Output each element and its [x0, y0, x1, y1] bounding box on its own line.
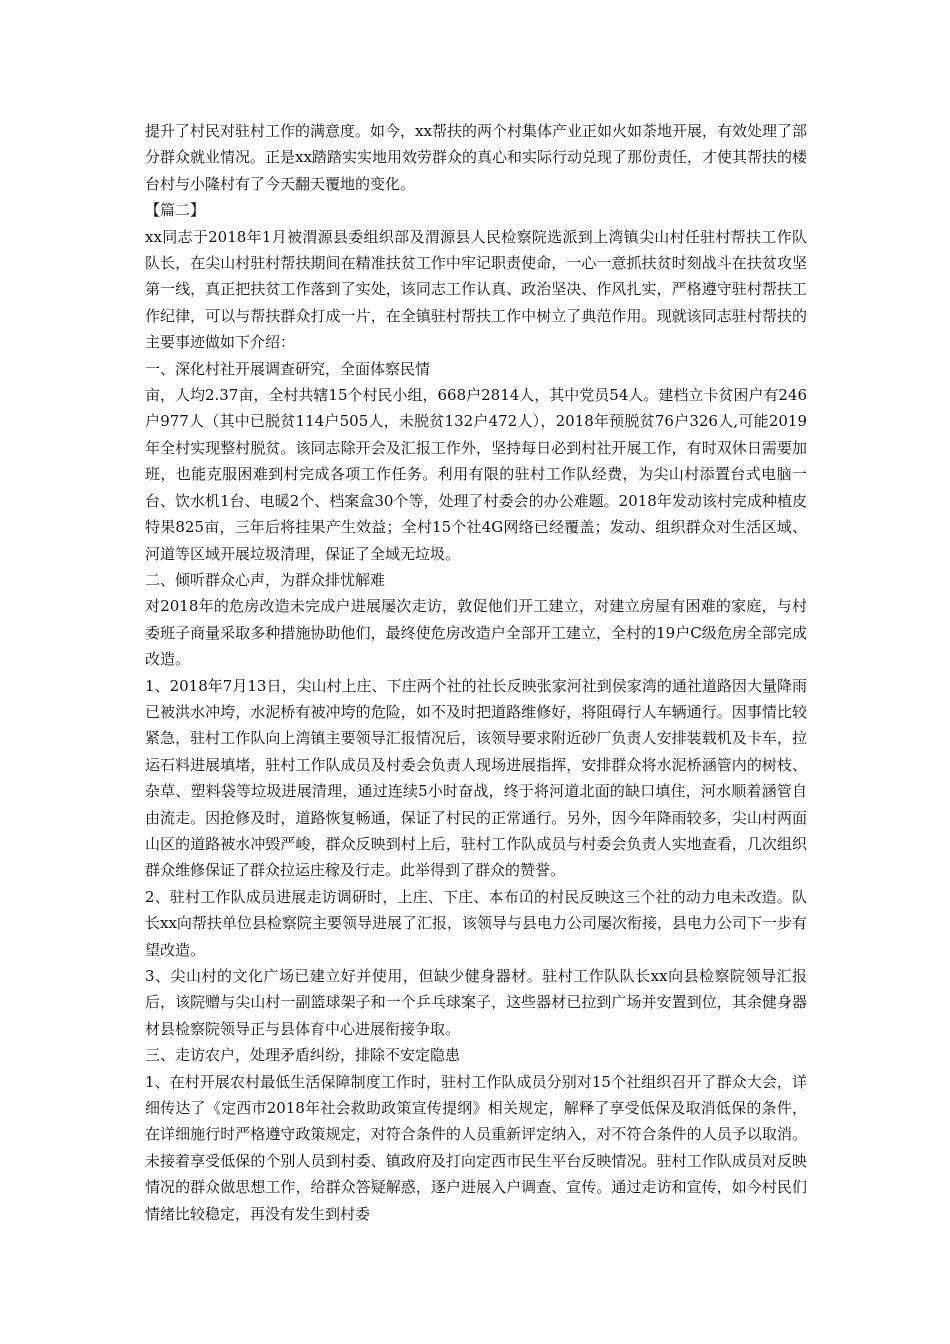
- document-page: [145, 118, 807, 1227]
- section-heading-1: 一、深化村社开展调查研究，全面体察民情: [145, 359, 431, 378]
- list-item-paragraph: 3、尖山村的文化广场已建立好并使用，但缺少健身器材。驻村工作队队长xx向县检察院领导汇报后，该院赠与尖山村一副篮球架子和一个乒乓球案子，这些器材已拉到广场并安置到位，其余健身器材县检察院领导正与县体育中心进展衔接争取。: [145, 967, 807, 1038]
- section-heading-2: 二、倾听群众心声，为群众排忧解难: [145, 570, 386, 589]
- list-item-paragraph: 2、驻村工作队成员进展走访调研时，上庄、下庄、本布𠙶的村民反映这三个社的动力电未改造。队长xx向帮扶单位县检察院主要领导进展了汇报，该领导与县电力公司屡次衔接，县电力公司下一步有望改造。: [145, 887, 807, 959]
- section-heading-3: 三、走访农户，处理矛盾纠纷，排除不安定隐患: [145, 1046, 461, 1065]
- intro-paragraph: xx同志于2018年1月被渭源县委组织部及渭源县人民检察院选派到上湾镇尖山村任驻村帮扶工作队队长，在尖山村驻村帮扶期间在精准扶贫工作中牢记职责使命，一心一意抓扶贫时刻战斗在扶贫攻坚第一线，真正把扶贫工作落到了实处，该同志工作认真、政治坚决、作风扎实，严格遵守驻村帮扶工作纪律，可以与帮扶群众打成一片，在全镇驻村帮扶工作中树立了典范作用。现就该同志驻村帮扶的主要事迹做如下介绍：: [145, 227, 807, 352]
- section-marker: 【篇二】: [145, 201, 206, 220]
- body-paragraph: 提升了村民对驻村工作的满意度。如今，xx帮扶的两个村集体产业正如火如荼地开展，有效处理了部分群众就业情况。正是xx踏踏实实地用效劳群众的真心和实际行动兑现了那份责任，才使其帮扶的楼台村与小隆村有了今天翻天覆地的变化。: [145, 122, 807, 193]
- list-item-paragraph: 1、2018年7月13日，尖山村上庄、下庄两个社的社长反映张家河社到侯家湾的通社道路因大量降雨已被洪水冲垮，水泥桥有被冲垮的危险，如不及时把道路维修好，将阻碍行人车辆通行。因事情比较紧急，驻村工作队向上湾镇主要领导汇报情况后，该领导要求附近砂厂负责人安排装载机及卡车，拉运石料进展填堵，驻村工作队成员及村委会负责人现场进展指挥，安排群众将水泥桥涵管内的树枝、杂草、塑料袋等垃圾进展清理，通过连续5小时奋战，终于将河道北面的缺口填住，河水顺着涵管自由流走。因抢修及时，道路恢复畅通，保证了村民的正常通行。另外，因今年降雨较多，尖山村两面山区的道路被水冲毁严峻，群众反映到村上后，驻村工作队成员与村委会负责人实地查看，几次组织群众维修保证了群众拉运庄稼及行走。此举得到了群众的赞誉。: [145, 676, 807, 880]
- list-item-paragraph: 1、在村开展农村最低生活保障制度工作时，驻村工作队成员分别对15个社组织召开了群众大会，详细传达了《定西市2018年社会救助政策宣传提纲》相关规定，解释了享受低保及取消低保的条件，在详细施行时严格遵守政策规定，对符合条件的人员重新评定纳入，对不符合条件的人员予以取消。未接着享受低保的个别人员到村委、镇政府及打向定西市民生平台反映情况。驻村工作队成员对反映情况的群众做思想工作，给群众答疑解惑，逐户进展入户调查、宣传。通过走访和宣传，如今村民们情绪比较稳定，再没有发生到村委: [145, 1072, 807, 1223]
- body-paragraph: 亩，人均2.37亩，全村共辖15个村民小组，668户2814人，其中党员54人。建档立卡贫困户有246户977人（其中已脱贫114户505人，未脱贫132户472人），2018年预脱贫76户326人,可能2019年全村实现整村脱贫。该同志除开会及汇报工作外，坚持每日必到村社开展工作，有时双休日需要加班，也能克服困难到村完成各项工作任务。利用有限的驻村工作队经费，为尖山村添置台式电脑一台、饮水机1台、电暖2个、档案盒30个等，处理了村委会的办公难题。2018年发动该村完成种植皮特果825亩，三年后将挂果产生效益；全村15个社4G网络已经覆盖；发动、组织群众对生活区域、河道等区域开展垃圾清理，保证了全域无垃圾。: [145, 386, 808, 563]
- body-paragraph: 对2018年的危房改造未完成户进展屡次走访，敦促他们开工建立，对建立房屋有困难的家庭，与村委班子商量采取多种措施协助他们，最终使危房改造户全部开工建立，全村的19户C级危房全部完成改造。: [145, 597, 807, 669]
